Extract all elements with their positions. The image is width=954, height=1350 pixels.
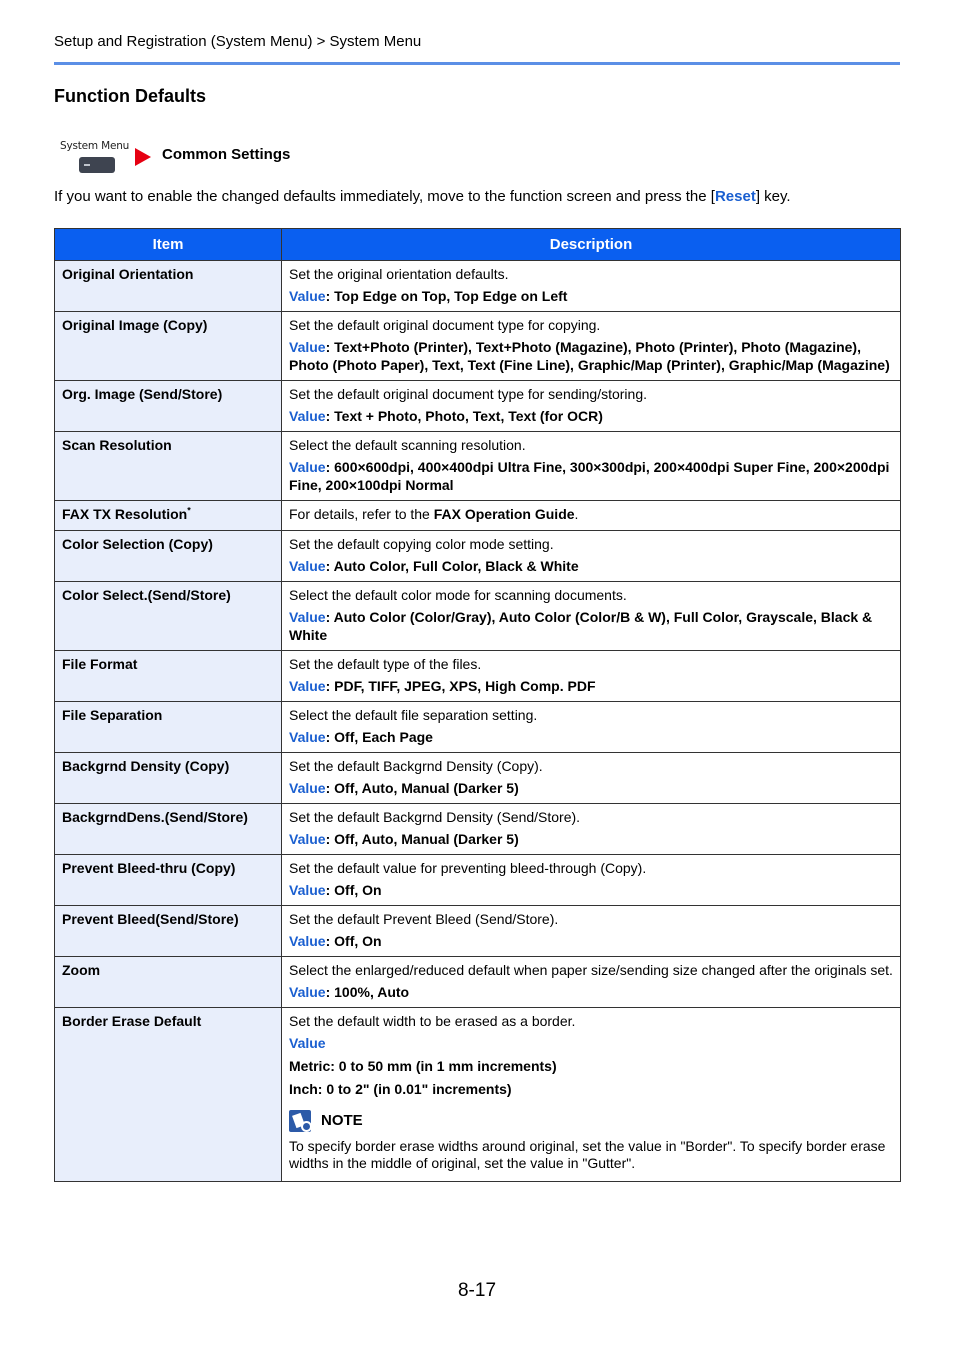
item-cell: Backgrnd Density (Copy) bbox=[55, 753, 282, 804]
value-label: Value bbox=[289, 831, 326, 847]
description-text: Select the enlarged/reduced default when paper size/sending size changed after the originals set. bbox=[289, 962, 893, 978]
description-cell: For details, refer to the FAX Operation Guide. bbox=[282, 501, 901, 531]
value-options: : Auto Color (Color/Gray), Auto Color (Color/B & W), Full Color, Grayscale, Black & White bbox=[289, 609, 873, 643]
table-row bbox=[55, 381, 901, 432]
description-text: Select the default scanning resolution. bbox=[289, 437, 526, 453]
value-line bbox=[289, 677, 893, 695]
item-cell: FAX TX Resolution* bbox=[55, 501, 282, 531]
table-row-fax-tx-resolution bbox=[55, 501, 901, 531]
description-cell bbox=[282, 906, 901, 957]
description-text: Set the original orientation defaults. bbox=[289, 266, 509, 282]
item-cell: Org. Image (Send/Store) bbox=[55, 381, 282, 432]
item-cell: Color Selection (Copy) bbox=[55, 531, 282, 582]
description-text: Set the default Backgrnd Density (Send/Store). bbox=[289, 809, 581, 825]
description-cell bbox=[282, 312, 901, 381]
description-text: Set the default value for preventing bleed-through (Copy). bbox=[289, 860, 647, 876]
description-cell bbox=[282, 582, 901, 651]
value-label: Value bbox=[289, 339, 326, 355]
menu-path-item: Common Settings bbox=[162, 146, 291, 163]
value-options: : 100%, Auto bbox=[325, 984, 410, 1000]
table-row bbox=[55, 804, 901, 855]
item-cell: BackgrndDens.(Send/Store) bbox=[55, 804, 282, 855]
value-line bbox=[289, 338, 893, 374]
value-line bbox=[289, 608, 893, 644]
footnote-mark: * bbox=[187, 505, 191, 516]
breadcrumb: Setup and Registration (System Menu) > System Menu bbox=[54, 33, 422, 50]
value-label: Value bbox=[289, 780, 326, 796]
table-row bbox=[55, 651, 901, 702]
description-cell bbox=[282, 531, 901, 582]
table-header-row bbox=[55, 229, 901, 261]
item-cell: File Separation bbox=[55, 702, 282, 753]
description-cell bbox=[282, 1008, 901, 1182]
value-line bbox=[289, 830, 893, 848]
value-label: Value bbox=[289, 558, 326, 574]
value-options: : Top Edge on Top, Top Edge on Left bbox=[325, 288, 568, 304]
note-text: To specify border erase widths around original, set the value in "Border". To specify border erase widths in the middle of original, set the value in "Gutter". bbox=[289, 1138, 886, 1171]
value-label: Value bbox=[289, 288, 326, 304]
table-row bbox=[55, 432, 901, 501]
fax-guide-reference: FAX Operation Guide bbox=[433, 506, 575, 522]
item-cell: Scan Resolution bbox=[55, 432, 282, 501]
description-cell bbox=[282, 261, 901, 312]
table-row bbox=[55, 261, 901, 312]
table-row bbox=[55, 957, 901, 1008]
item-cell: Original Orientation bbox=[55, 261, 282, 312]
description-cell bbox=[282, 855, 901, 906]
table-row bbox=[55, 855, 901, 906]
description-text: Select the default file separation setting. bbox=[289, 707, 538, 723]
value-options: : Off, Each Page bbox=[325, 729, 433, 745]
value-line bbox=[289, 1034, 893, 1052]
value-options: : Off, On bbox=[325, 882, 382, 898]
value-options: : 600×600dpi, 400×400dpi Ultra Fine, 300×300dpi, 200×400dpi Super Fine, 200×200dpi Fine, 200×100dpi Normal bbox=[289, 459, 890, 493]
value-options: : Off, Auto, Manual (Darker 5) bbox=[325, 831, 519, 847]
value-line bbox=[289, 728, 893, 746]
note-pen-icon bbox=[289, 1110, 311, 1132]
value-options: : PDF, TIFF, JPEG, XPS, High Comp. PDF bbox=[325, 678, 596, 694]
column-header-item: Item bbox=[55, 229, 282, 261]
value-line bbox=[289, 458, 893, 494]
value-line bbox=[289, 881, 893, 899]
item-cell: File Format bbox=[55, 651, 282, 702]
value-label: Value bbox=[289, 933, 326, 949]
value-options: : Off, Auto, Manual (Darker 5) bbox=[325, 780, 519, 796]
value-line bbox=[289, 932, 893, 950]
value-line bbox=[289, 557, 893, 575]
value-line bbox=[289, 407, 893, 425]
note-heading bbox=[289, 1110, 893, 1132]
reset-key-label: Reset bbox=[714, 188, 756, 205]
arrow-right-icon bbox=[135, 148, 151, 166]
item-cell: Prevent Bleed-thru (Copy) bbox=[55, 855, 282, 906]
table-row bbox=[55, 531, 901, 582]
page-number: 8-17 bbox=[457, 1280, 497, 1301]
header-rule bbox=[54, 62, 900, 65]
item-cell: Zoom bbox=[55, 957, 282, 1008]
inch-range: Inch: 0 to 2" (in 0.01" increments) bbox=[289, 1081, 512, 1097]
value-label: Value bbox=[289, 1035, 326, 1051]
value-label: Value bbox=[289, 408, 326, 424]
item-cell: Original Image (Copy) bbox=[55, 312, 282, 381]
table-row-border-erase bbox=[55, 1008, 901, 1182]
item-cell: Border Erase Default bbox=[55, 1008, 282, 1182]
note-label: NOTE bbox=[321, 1112, 363, 1129]
menu-path bbox=[60, 140, 460, 176]
description-text: Set the default Prevent Bleed (Send/Store). bbox=[289, 911, 559, 927]
table-row bbox=[55, 753, 901, 804]
value-options: : Auto Color, Full Color, Black & White bbox=[325, 558, 579, 574]
value-options: : Text+Photo (Printer), Text+Photo (Magazine), Photo (Printer), Photo (Magazine), Photo (Photo Paper), Text, Text (Fine Line), Graphic/Map (Printer), Graphic/Map (Magazine) bbox=[289, 339, 890, 373]
item-cell: Color Select.(Send/Store) bbox=[55, 582, 282, 651]
value-label: Value bbox=[289, 678, 326, 694]
description-text: Set the default Backgrnd Density (Copy). bbox=[289, 758, 543, 774]
item-cell: Prevent Bleed(Send/Store) bbox=[55, 906, 282, 957]
table-row bbox=[55, 582, 901, 651]
description-cell bbox=[282, 804, 901, 855]
value-label: Value bbox=[289, 984, 326, 1000]
description-cell bbox=[282, 753, 901, 804]
system-menu-button-graphic bbox=[79, 157, 115, 173]
description-text: Set the default copying color mode setting. bbox=[289, 536, 554, 552]
description-cell bbox=[282, 957, 901, 1008]
column-header-description: Description bbox=[282, 229, 901, 261]
value-options: : Off, On bbox=[325, 933, 382, 949]
value-label: Value bbox=[289, 882, 326, 898]
metric-range: Metric: 0 to 50 mm (in 1 mm increments) bbox=[289, 1058, 557, 1074]
table-row bbox=[55, 906, 901, 957]
description-cell bbox=[282, 651, 901, 702]
value-label: Value bbox=[289, 609, 326, 625]
description-text: Set the default original document type for copying. bbox=[289, 317, 601, 333]
page-title: Function Defaults bbox=[54, 86, 206, 106]
system-menu-key-icon bbox=[60, 140, 130, 176]
value-label: Value bbox=[289, 729, 326, 745]
value-line bbox=[289, 287, 893, 305]
value-line bbox=[289, 983, 893, 1001]
description-text: Set the default original document type for sending/storing. bbox=[289, 386, 647, 402]
value-line bbox=[289, 779, 893, 797]
description-text: Set the default type of the files. bbox=[289, 656, 482, 672]
description-text: Set the default width to be erased as a border. bbox=[289, 1013, 576, 1029]
value-options: : Text + Photo, Photo, Text, Text (for OCR) bbox=[325, 408, 603, 424]
table-row bbox=[55, 312, 901, 381]
value-label: Value bbox=[289, 459, 326, 475]
description-cell bbox=[282, 381, 901, 432]
function-defaults-table bbox=[54, 228, 901, 1182]
system-menu-key-label: System Menu bbox=[60, 140, 130, 152]
description-text: Select the default color mode for scanning documents. bbox=[289, 587, 627, 603]
description-cell bbox=[282, 702, 901, 753]
description-cell bbox=[282, 432, 901, 501]
table-row bbox=[55, 702, 901, 753]
intro-text: If you want to enable the changed defaults immediately, move to the function screen and press the [Reset] key. bbox=[54, 188, 791, 205]
